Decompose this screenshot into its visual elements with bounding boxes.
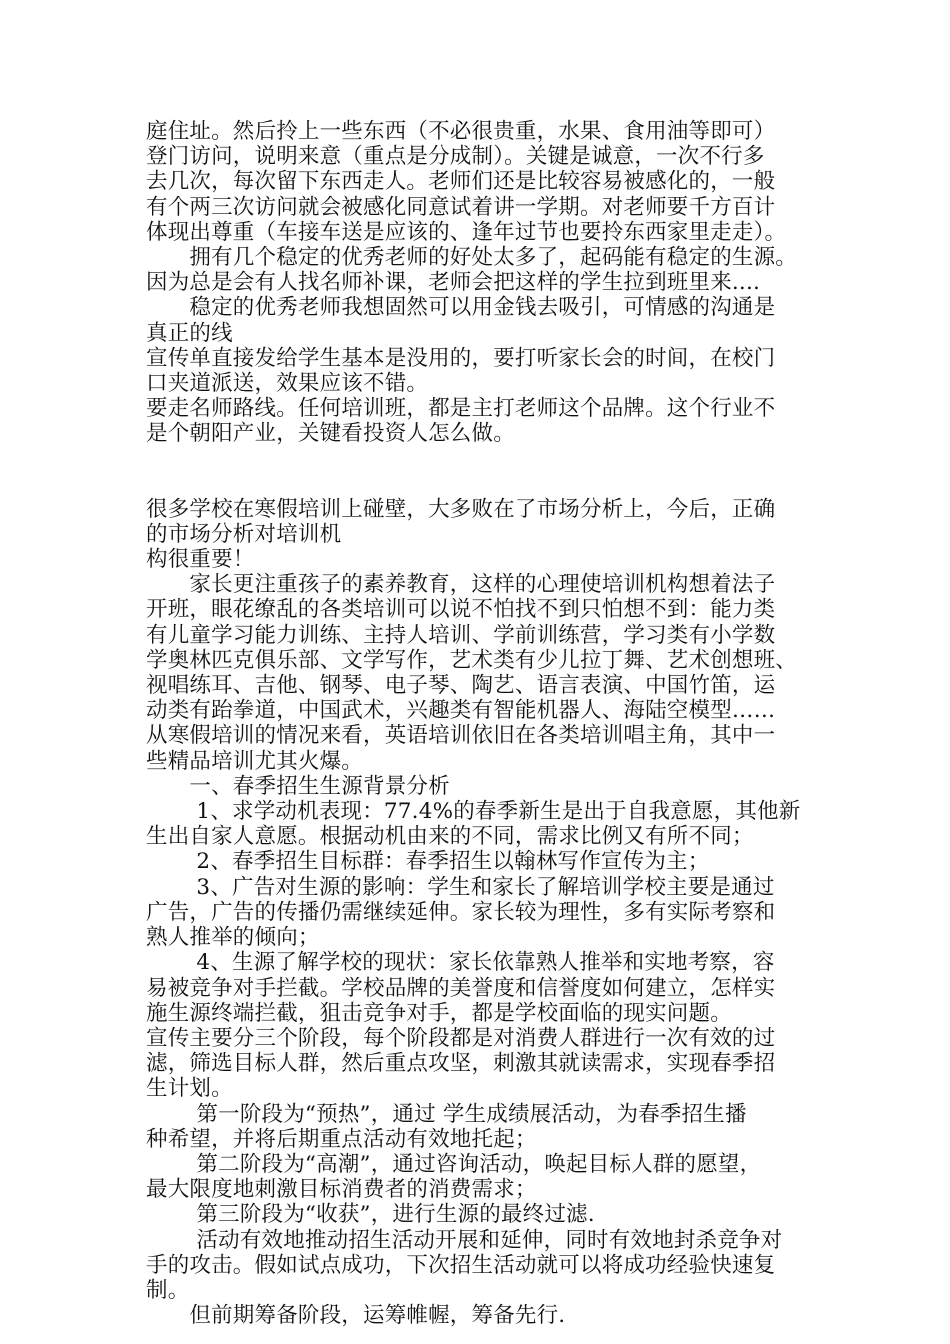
text-line: 是个朝阳产业，关键看投资人怎么做。 [146,421,515,447]
text-line: 很多学校在寒假培训上碰壁，大多败在了市场分析上，今后，正确 [146,496,776,522]
text-line: 登门访问，说明来意（重点是分成制）。关键是诚意，一次不行多 [146,144,765,170]
section-heading: 一、春季招生生源背景分析 [146,773,450,799]
text-line: 要走名师路线。任何培训班，都是主打老师这个品牌。这个行业不 [146,396,776,422]
text-line: 施生源终端拦截，狙击竞争对手，都是学校面临的现实问题。 [146,1000,732,1026]
text-line: 有个两三次访问就会被感化同意试着讲一学期。对老师要千方百计 [146,194,776,220]
document-body [146,119,836,1328]
section-gap [146,447,836,497]
text-line: 从寒假培训的情况来看，英语培训依旧在各类培训唱主角，其中一 [146,723,776,749]
text-line: 4、生源了解学校的现状：家长依靠熟人推举和实地考察，容 [146,950,775,976]
text-line: 生出自家人意愿。根据动机由来的不同，需求比例又有所不同； [146,824,754,850]
section-market-analysis [146,497,836,1329]
text-line: 的市场分析对培训机 [146,521,342,547]
text-line: 生计划。 [146,1076,233,1102]
text-line: 构很重要！ [146,547,255,573]
text-line: 视唱练耳、吉他、钢琴、电子琴、陶艺、语言表演、中国竹笛，运 [146,673,776,699]
text-line: 广告，广告的传播仍需继续延伸。家长较为理性，多有实际考察和 [146,899,776,925]
section-teachers [146,119,836,447]
text-line: 最大限度地刺激目标消费者的消费需求； [146,1177,537,1203]
text-line: 动类有跆拳道，中国武术，兴趣类有智能机器人、海陆空模型…… [146,698,776,724]
text-line: 易被竞争对手拦截。学校品牌的美誉度和信誉度如何建立，怎样实 [146,975,776,1001]
text-line: 第三阶段为“收获”，进行生源的最终过滤. [146,1202,595,1228]
text-line: 第二阶段为“高潮”，通过咨询活动，唤起目标人群的愿望， [146,1151,762,1177]
text-line: 开班，眼花缭乱的各类培训可以说不怕找不到只怕想不到：能力类 [146,597,776,623]
text-line: 有儿童学习能力训练、主持人培训、学前训练营，学习类有小学数 [146,622,776,648]
text-line: 第一阶段为“预热”，通过 学生成绩展活动，为春季招生播 [146,1101,747,1127]
text-line: 1、求学动机表现：77.4%的春季新生是出于自我意愿，其他新 [146,799,801,825]
text-line: 稳定的优秀老师我想固然可以用金钱去吸引，可情感的沟通是 [146,295,776,321]
text-line: 学奥林匹克俱乐部、文学写作，艺术类有少儿拉丁舞、艺术创想班、 [146,647,798,673]
text-line: 宣传单直接发给学生基本是没用的，要打听家长会的时间，在校门 [146,345,776,371]
text-line: 体现出尊重（车接车送是应该的、逢年过节也要拎东西家里走走）。 [146,219,787,245]
text-line: 宣传主要分三个阶段，每个阶段都是对消费人群进行一次有效的过 [146,1025,776,1051]
text-line: 3、广告对生源的影响：学生和家长了解培训学校主要是通过 [146,874,775,900]
text-line: 种希望，并将后期重点活动有效地托起； [146,1126,537,1152]
text-line: 去几次，每次留下东西走人。老师们还是比较容易被感化的，一般 [146,169,776,195]
text-line: 2、春季招生目标群：春季招生以翰林写作宣传为主； [146,849,710,875]
text-line: 手的攻击。假如试点成功，下次招生活动就可以将成功经验快速复 [146,1252,776,1278]
text-line: 些精品培训尤其火爆。 [146,748,364,774]
text-line: 制。 [146,1277,190,1303]
text-line: 活动有效地推动招生活动开展和延伸，同时有效地封杀竞争对 [146,1227,783,1253]
text-line: 但前期筹备阶段，运筹帷幄，筹备先行. [146,1303,566,1329]
text-line: 口夹道派送，效果应该不错。 [146,371,429,397]
text-line: 熟人推举的倾向； [146,925,320,951]
text-line: 真正的线 [146,320,233,346]
text-line: 滤，筛选目标人群，然后重点攻坚，刺激其就读需求，实现春季招 [146,1051,776,1077]
text-line: 家长更注重孩子的素养教育，这样的心理使培训机构想着法子 [146,572,776,598]
text-line: 拥有几个稳定的优秀老师的好处太多了，起码能有稳定的生源。 [146,245,798,271]
text-line: 因为总是会有人找名师补课，老师会把这样的学生拉到班里来.... [146,270,761,296]
text-line: 庭住址。然后拎上一些东西（不必很贵重，水果、食用油等即可） [146,119,776,144]
